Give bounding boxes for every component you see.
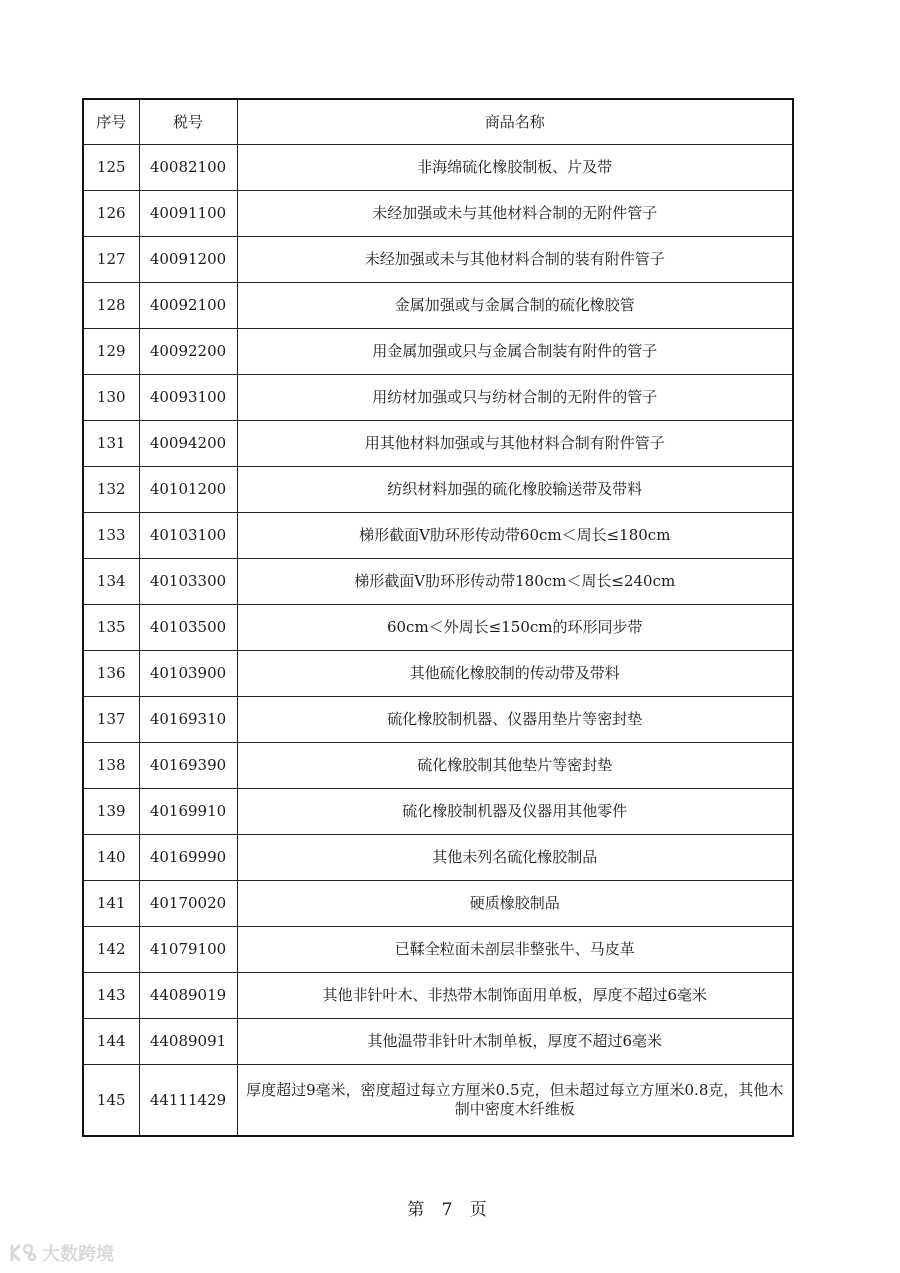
- cell-seq: 130: [83, 375, 139, 421]
- cell-seq: 143: [83, 973, 139, 1019]
- cell-seq: 142: [83, 927, 139, 973]
- cell-seq: 129: [83, 329, 139, 375]
- cell-seq: 131: [83, 421, 139, 467]
- header-code: 税号: [139, 99, 237, 145]
- cell-code: 40094200: [139, 421, 237, 467]
- cell-name: 其他未列名硫化橡胶制品: [237, 835, 793, 881]
- cell-name: 金属加强或与金属合制的硫化橡胶管: [237, 283, 793, 329]
- cell-seq: 134: [83, 559, 139, 605]
- table-row: [83, 237, 793, 283]
- watermark-text: 大数跨境: [42, 1244, 114, 1265]
- cell-code: 40092100: [139, 283, 237, 329]
- cell-code: 40092200: [139, 329, 237, 375]
- table-row: [83, 329, 793, 375]
- table-row: [83, 697, 793, 743]
- cell-seq: 144: [83, 1019, 139, 1065]
- cell-name: 硫化橡胶制机器及仪器用其他零件: [237, 789, 793, 835]
- cell-name: 硫化橡胶制机器、仪器用垫片等密封垫: [237, 697, 793, 743]
- table-row: [83, 1019, 793, 1065]
- table-row: [83, 1065, 793, 1137]
- table-row: [83, 743, 793, 789]
- cell-code: 40103100: [139, 513, 237, 559]
- table-row: [83, 789, 793, 835]
- cell-name: 已鞣全粒面未剖层非整张牛、马皮革: [237, 927, 793, 973]
- cell-name: 未经加强或未与其他材料合制的装有附件管子: [237, 237, 793, 283]
- cell-name: 纺织材料加强的硫化橡胶输送带及带料: [237, 467, 793, 513]
- cell-seq: 141: [83, 881, 139, 927]
- cell-code: 40103500: [139, 605, 237, 651]
- cell-name: 非海绵硫化橡胶制板、片及带: [237, 145, 793, 191]
- table-row: [83, 283, 793, 329]
- cell-name: 厚度超过9毫米，密度超过每立方厘米0.5克，但未超过每立方厘米0.8克，其他木制中密度木纤维板: [237, 1065, 793, 1137]
- cell-code: 40091100: [139, 191, 237, 237]
- cell-seq: 135: [83, 605, 139, 651]
- cell-seq: 126: [83, 191, 139, 237]
- table-row: [83, 559, 793, 605]
- cell-code: 40103900: [139, 651, 237, 697]
- table-row: [83, 375, 793, 421]
- cell-name: 用其他材料加强或与其他材料合制有附件管子: [237, 421, 793, 467]
- table-row: [83, 651, 793, 697]
- cell-code: 40093100: [139, 375, 237, 421]
- cell-seq: 138: [83, 743, 139, 789]
- cell-name: 硬质橡胶制品: [237, 881, 793, 927]
- table-row: [83, 927, 793, 973]
- cell-seq: 127: [83, 237, 139, 283]
- cell-name: 梯形截面V肋环形传动带180cm＜周长≤240cm: [237, 559, 793, 605]
- cell-code: 41079100: [139, 927, 237, 973]
- cell-name: 梯形截面V肋环形传动带60cm＜周长≤180cm: [237, 513, 793, 559]
- cell-name: 用金属加强或只与金属合制装有附件的管子: [237, 329, 793, 375]
- table-header-row: [83, 99, 793, 145]
- cell-seq: 132: [83, 467, 139, 513]
- cell-seq: 128: [83, 283, 139, 329]
- cell-seq: 140: [83, 835, 139, 881]
- table-row: [83, 513, 793, 559]
- brand-logo-icon: [8, 1242, 38, 1264]
- cell-code: 44111429: [139, 1065, 237, 1137]
- cell-code: 40169310: [139, 697, 237, 743]
- cell-code: 40101200: [139, 467, 237, 513]
- watermark: [8, 1240, 114, 1266]
- commodity-table: [82, 98, 794, 1137]
- cell-code: 40170020: [139, 881, 237, 927]
- table-row: [83, 191, 793, 237]
- header-name: 商品名称: [237, 99, 793, 145]
- cell-seq: 145: [83, 1065, 139, 1137]
- cell-code: 40169910: [139, 789, 237, 835]
- cell-code: 40169390: [139, 743, 237, 789]
- table-row: [83, 467, 793, 513]
- cell-name: 60cm＜外周长≤150cm的环形同步带: [237, 605, 793, 651]
- cell-code: 40091200: [139, 237, 237, 283]
- cell-code: 44089019: [139, 973, 237, 1019]
- cell-name: 用纺材加强或只与纺材合制的无附件的管子: [237, 375, 793, 421]
- table-row: [83, 145, 793, 191]
- cell-seq: 125: [83, 145, 139, 191]
- table-row: [83, 881, 793, 927]
- table-row: [83, 605, 793, 651]
- cell-seq: 137: [83, 697, 139, 743]
- cell-name: 其他非针叶木、非热带木制饰面用单板，厚度不超过6毫米: [237, 973, 793, 1019]
- cell-code: 40082100: [139, 145, 237, 191]
- cell-seq: 139: [83, 789, 139, 835]
- page-number: 第 7 页: [407, 1200, 493, 1220]
- cell-name: 其他硫化橡胶制的传动带及带料: [237, 651, 793, 697]
- header-seq: 序号: [83, 99, 139, 145]
- cell-seq: 136: [83, 651, 139, 697]
- cell-code: 44089091: [139, 1019, 237, 1065]
- cell-name: 未经加强或未与其他材料合制的无附件管子: [237, 191, 793, 237]
- cell-seq: 133: [83, 513, 139, 559]
- table-row: [83, 421, 793, 467]
- cell-code: 40169990: [139, 835, 237, 881]
- table-row: [83, 973, 793, 1019]
- table-row: [83, 835, 793, 881]
- cell-name: 其他温带非针叶木制单板，厚度不超过6毫米: [237, 1019, 793, 1065]
- cell-code: 40103300: [139, 559, 237, 605]
- cell-name: 硫化橡胶制其他垫片等密封垫: [237, 743, 793, 789]
